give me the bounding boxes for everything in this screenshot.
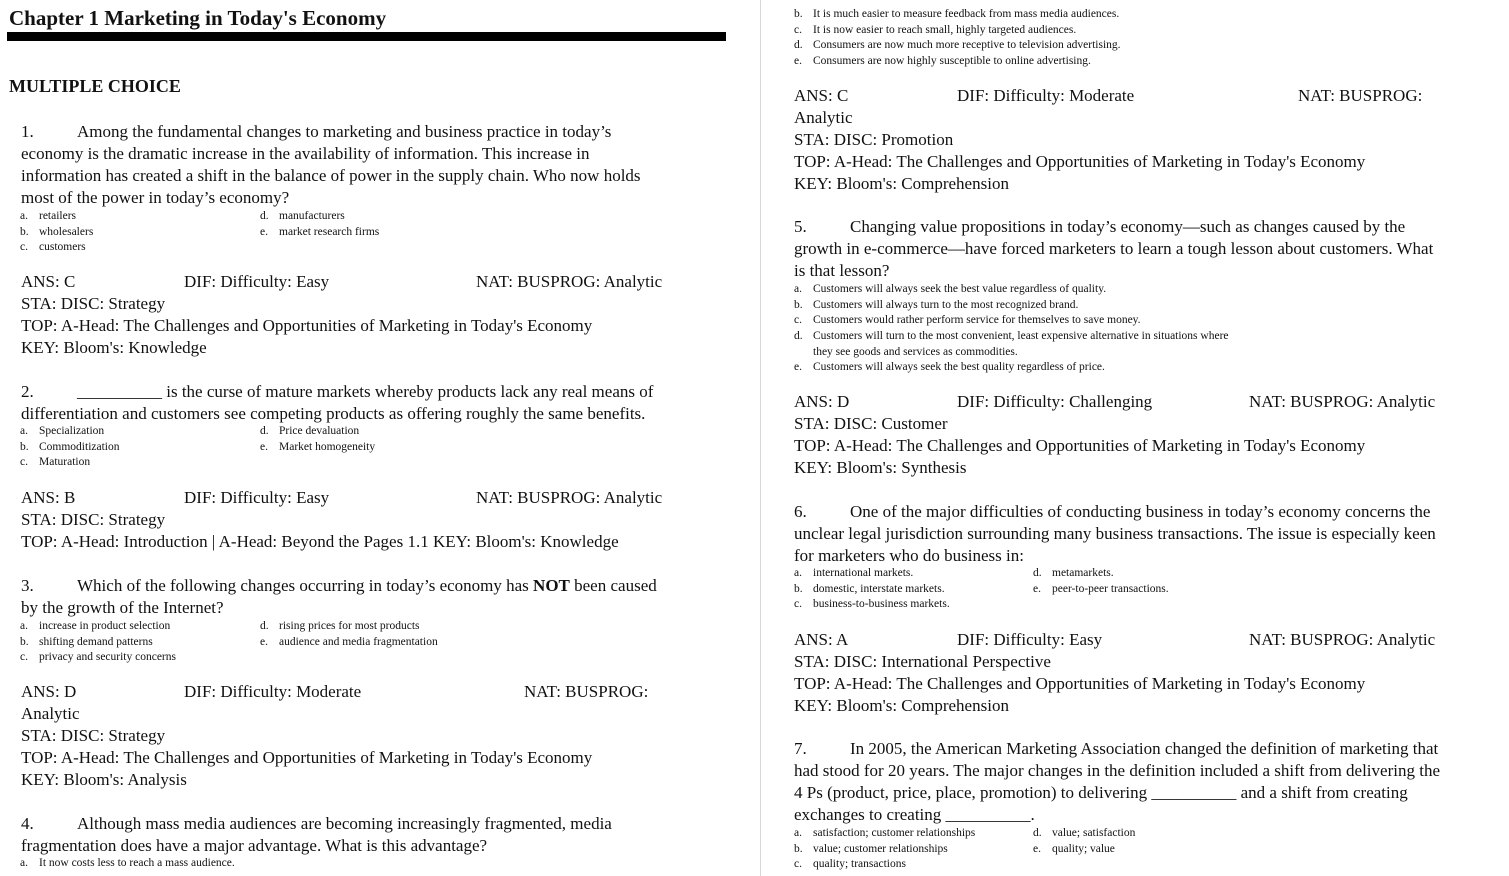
section-heading: MULTIPLE CHOICE [9, 76, 181, 96]
option-b: b. Customers will always turn to the most recognized brand. [794, 299, 1079, 311]
option-a: a. satisfaction; customer relationships [794, 827, 976, 839]
question-text: differentiation and customers see competing products as offering roughly the same benefits. [21, 404, 646, 423]
nat: NAT: BUSPROG: [524, 682, 649, 701]
question-6 [794, 501, 1506, 567]
difficulty: DIF: Difficulty: Moderate [184, 682, 362, 701]
option-e: e. quality; value [1033, 843, 1115, 855]
question-text: . [1030, 805, 1035, 824]
emphasis-text: NOT [533, 576, 570, 595]
question-text: for marketers who do business in: [794, 546, 1024, 565]
question-3 [21, 575, 761, 619]
page-title: Chapter 1 Marketing in Today's Economy [9, 6, 387, 30]
option-c: c. customers [20, 241, 86, 253]
option-a: a. It now costs less to reach a mass audience. [20, 857, 235, 869]
option-c: c. privacy and security concerns [20, 651, 176, 663]
option-b: b. shifting demand patterns [20, 636, 153, 648]
title-rule [7, 32, 726, 41]
option-a: a. increase in product selection [20, 620, 171, 632]
question-text: economy is the dramatic increase in the availability of information. This increase in [21, 144, 590, 163]
topic: TOP: A-Head: The Challenges and Opportunities of Marketing in Today's Economy [21, 748, 593, 767]
question-number: 2. [21, 382, 34, 401]
option-d-continued: they see goods and services as commodities. [813, 346, 1018, 358]
nat-continued: Analytic [21, 704, 80, 723]
option-c: c. Customers would rather perform service for themselves to save money. [794, 314, 1141, 326]
option-d: d. metamarkets. [1033, 567, 1114, 579]
question-text: by the growth of the Internet? [21, 598, 224, 617]
option-d: d. manufacturers [260, 210, 345, 222]
option-e: e. audience and media fragmentation [260, 636, 438, 648]
question-text: exchanges to creating [794, 805, 946, 824]
answer: ANS: C [21, 272, 76, 291]
key: KEY: Bloom's: Synthesis [794, 458, 967, 477]
key: KEY: Bloom's: Knowledge [21, 338, 207, 357]
answer: ANS: D [21, 682, 77, 701]
option-e: e. peer-to-peer transactions. [1033, 583, 1169, 595]
option-a: a. retailers [20, 210, 77, 222]
question-text: been caused [569, 576, 657, 595]
option-b: b. It is much easier to measure feedback from mass media audiences. [794, 8, 1120, 20]
topic: TOP: A-Head: The Challenges and Opportunities of Marketing in Today's Economy [794, 674, 1366, 693]
question-number: 7. [794, 739, 807, 758]
option-a: a. international markets. [794, 567, 914, 579]
topic: TOP: A-Head: Introduction | A-Head: Beyond the Pages 1.1 KEY: Bloom's: Knowledge [21, 532, 619, 551]
option-d: d. Consumers are now much more receptive to television advertising. [794, 39, 1121, 51]
nat: NAT: BUSPROG: Analytic [476, 272, 663, 291]
question-text: Although mass media audiences are becoming increasingly fragmented, media [77, 814, 612, 833]
question-text: Which of the following changes occurring in today’s economy has [77, 576, 534, 595]
question-5 [794, 216, 1506, 282]
standard: STA: DISC: Strategy [21, 726, 166, 745]
answer-blank: __________ [77, 382, 162, 401]
option-c: c. quality; transactions [794, 858, 906, 870]
question-text: Among the fundamental changes to marketing and business practice in today’s [77, 122, 612, 141]
question-text: is the curse of mature markets whereby products lack any real means of [162, 382, 654, 401]
question-number: 4. [21, 814, 34, 833]
standard: STA: DISC: Strategy [21, 294, 166, 313]
option-d: d. Price devaluation [260, 425, 360, 437]
question-text: Changing value propositions in today’s economy—such as changes caused by the [850, 217, 1406, 236]
difficulty: DIF: Difficulty: Easy [184, 488, 330, 507]
difficulty: DIF: Difficulty: Challenging [957, 392, 1153, 411]
answer: ANS: D [794, 392, 850, 411]
standard: STA: DISC: Strategy [21, 510, 166, 529]
nat-continued: Analytic [794, 108, 853, 127]
option-b: b. wholesalers [20, 226, 94, 238]
key: KEY: Bloom's: Analysis [21, 770, 187, 789]
nat: NAT: BUSPROG: Analytic [476, 488, 663, 507]
question-number: 1. [21, 122, 34, 141]
topic: TOP: A-Head: The Challenges and Opportunities of Marketing in Today's Economy [21, 316, 593, 335]
option-c: c. Maturation [20, 456, 91, 468]
question-text: and a shift from creating [1236, 783, 1408, 802]
option-d: d. Customers will turn to the most convenient, least expensive alternative in situations where [794, 330, 1229, 342]
difficulty: DIF: Difficulty: Moderate [957, 86, 1135, 105]
question-text: unclear legal jurisdiction surrounding many business transactions. The issue is especially keen [794, 524, 1436, 543]
question-text: 4 Ps (product, price, place, promotion) to delivering [794, 783, 1152, 802]
standard: STA: DISC: Promotion [794, 130, 954, 149]
question-7 [794, 738, 1506, 826]
question-text: is that lesson? [794, 261, 890, 280]
nat: NAT: BUSPROG: Analytic [1249, 392, 1436, 411]
question-text: information has created a shift in the balance of power in the supply chain. Who now holds [21, 166, 641, 185]
answer: ANS: A [794, 630, 849, 649]
option-d: d. value; satisfaction [1033, 827, 1136, 839]
question-1 [21, 121, 761, 209]
nat: NAT: BUSPROG: [1298, 86, 1423, 105]
option-c: c. It is now easier to reach small, highly targeted audiences. [794, 24, 1077, 36]
question-text: most of the power in today’s economy? [21, 188, 290, 207]
question-text: One of the major difficulties of conducting business in today’s economy concerns the [850, 502, 1431, 521]
question-text: had stood for 20 years. The major changes in the definition included a shift from delivering the [794, 761, 1440, 780]
question-4 [21, 813, 761, 857]
topic: TOP: A-Head: The Challenges and Opportunities of Marketing in Today's Economy [794, 436, 1366, 455]
option-e: e. Customers will always seek the best quality regardless of price. [794, 361, 1105, 373]
question-2 [21, 381, 761, 425]
answer-blank: __________ [1151, 783, 1237, 802]
option-d: d. rising prices for most products [260, 620, 420, 632]
answer: ANS: C [794, 86, 849, 105]
question-text: fragmentation does have a major advantage. What is this advantage? [21, 836, 488, 855]
question-number: 3. [21, 576, 34, 595]
option-e: e. Consumers are now highly susceptible to online advertising. [794, 55, 1091, 67]
question-text: growth in e-commerce—have forced marketers to learn a tough lesson about customers. What [794, 239, 1434, 258]
question-number: 6. [794, 502, 807, 521]
answer-blank: __________ [945, 805, 1031, 824]
nat: NAT: BUSPROG: Analytic [1249, 630, 1436, 649]
option-b: b. Commoditization [20, 441, 120, 453]
topic: TOP: A-Head: The Challenges and Opportunities of Marketing in Today's Economy [794, 152, 1366, 171]
question-text: In 2005, the American Marketing Association changed the definition of marketing that [850, 739, 1439, 758]
difficulty: DIF: Difficulty: Easy [184, 272, 330, 291]
key: KEY: Bloom's: Comprehension [794, 696, 1009, 715]
option-b: b. domestic, interstate markets. [794, 583, 945, 595]
standard: STA: DISC: International Perspective [794, 652, 1051, 671]
key: KEY: Bloom's: Comprehension [794, 174, 1009, 193]
option-a: a. Customers will always seek the best value regardless of quality. [794, 283, 1107, 295]
question-number: 5. [794, 217, 807, 236]
option-a: a. Specialization [20, 425, 105, 437]
option-c: c. business-to-business markets. [794, 598, 950, 610]
answer: ANS: B [21, 488, 76, 507]
difficulty: DIF: Difficulty: Easy [957, 630, 1103, 649]
standard: STA: DISC: Customer [794, 414, 948, 433]
option-e: e. market research firms [260, 226, 380, 238]
option-b: b. value; customer relationships [794, 843, 948, 855]
option-e: e. Market homogeneity [260, 441, 376, 453]
